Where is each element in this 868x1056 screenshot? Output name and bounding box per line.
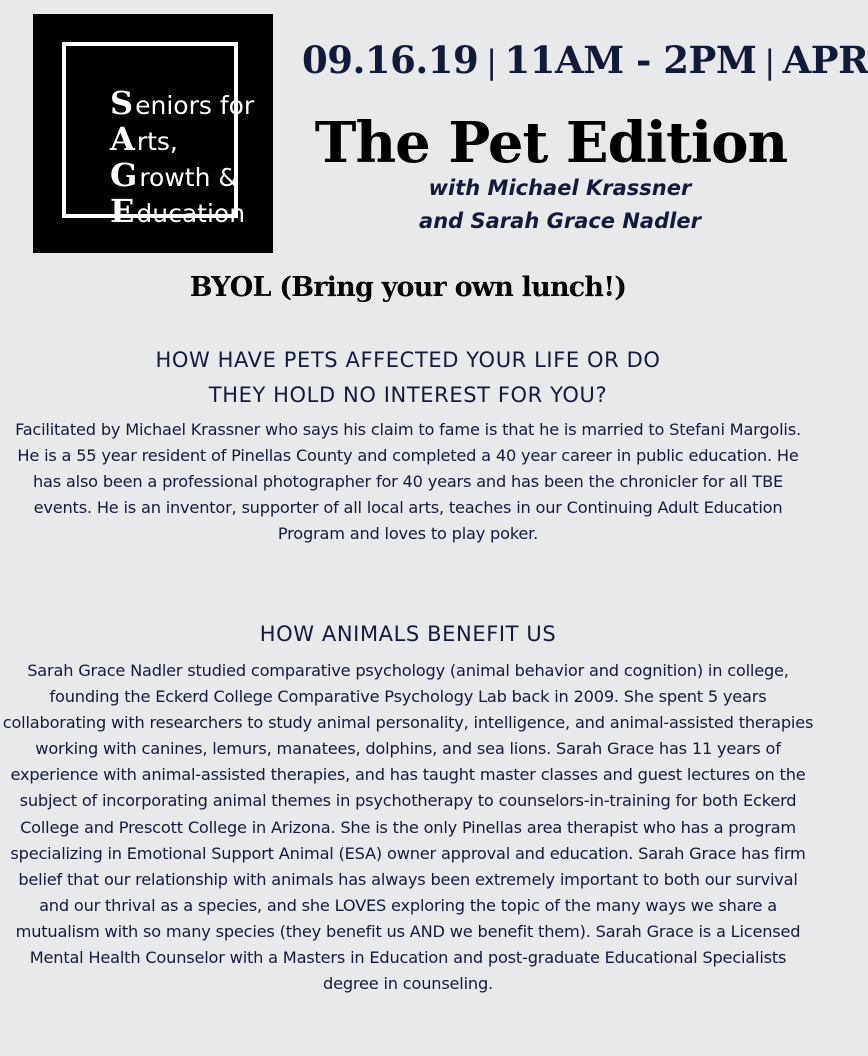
sage-logo — [33, 14, 273, 253]
separator: | — [486, 43, 497, 81]
event-time: 11AM - 2PM — [504, 38, 757, 82]
logo-frame — [62, 42, 255, 230]
logo-line-education: Education — [110, 192, 246, 230]
logo-line-growth: Growth & — [110, 156, 238, 194]
presenters-line-2: and Sarah Grace Nadler — [419, 209, 701, 233]
event-location: APR — [782, 38, 868, 82]
logo-line-seniors: Seniors for — [110, 84, 255, 122]
byol-notice: BYOL (Bring your own lunch!) — [189, 272, 627, 303]
section1-heading-line1: HOW HAVE PETS AFFECTED YOUR LIFE OR DO — [155, 348, 661, 372]
section1-body: Facilitated by Michael Krassner who says his claim to fame is that he is married to Stefani Margolis. He is a 55 year resident of Pinellas County and completed a 40 year career in public education. He has also been a professional photographer for 40 years and has been the chronicler for all TBE events. He is an inventor, supporter of all local arts, teaches in our Continuing Adult Education Program and loves to play poker. — [15, 420, 801, 544]
separator: | — [764, 43, 775, 81]
event-dateline — [302, 38, 868, 82]
logo-line-arts: Arts, — [110, 120, 178, 158]
page-title: The Pet Edition — [314, 110, 788, 176]
event-date: 09.16.19 — [302, 38, 479, 82]
section1-heading-line2: THEY HOLD NO INTEREST FOR YOU? — [208, 383, 608, 407]
section2-heading: HOW ANIMALS BENEFIT US — [259, 622, 557, 646]
presenters-line-1: with Michael Krassner — [428, 176, 692, 200]
section2-body: Sarah Grace Nadler studied comparative psychology (animal behavior and cognition) in college, founding the Eckerd College Comparative Psychology Lab back in 2009. She spent 5 years collaborating with researchers to study animal personality, intelligence, and animal-assisted therapies working with canines, lemurs, manatees, dolphins, and sea lions. Sarah Grace has 11 years of experience with animal-assisted therapies, and has taught master classes and guest lectures on the subject of incorporating animal themes in psychotherapy to counselors-in-training for both Eckerd College and Prescott College in Arizona. She is the only Pinellas area therapist who has a program specializing in Emotional Support Animal (ESA) owner approval and education. Sarah Grace has firm belief that our relationship with animals has always been extremely important to both our survival and our thrival as a species, and she LOVES exploring the topic of the many ways we share a mutualism with so many species (they benefit us AND we benefit them). Sarah Grace is a Licensed Mental Health Counselor with a Masters in Education and post-graduate Educational Specialists degree in counseling. — [2, 661, 814, 994]
